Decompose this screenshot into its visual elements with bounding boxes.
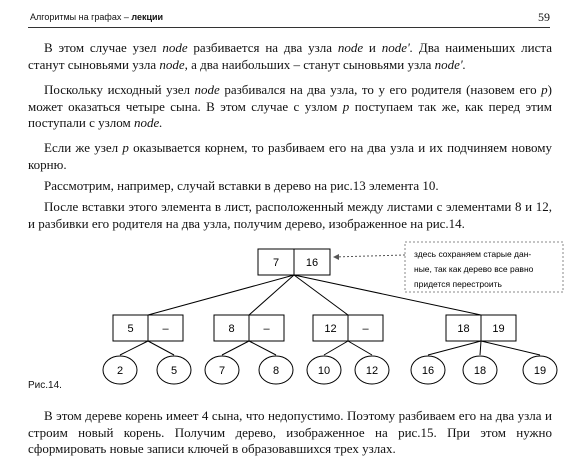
text-run: разбивался на два узла, то у его родителя (назовем его — [219, 82, 542, 97]
leaf-label: 2 — [116, 365, 124, 377]
leaf-edge — [222, 341, 249, 355]
note-text: придется перестроить — [414, 279, 502, 289]
paragraph-6 — [28, 408, 552, 458]
leaf-edge — [249, 341, 276, 355]
italic-term: node — [162, 40, 188, 55]
text-run: разбивается на два узла — [187, 40, 338, 55]
leaf-edge — [480, 341, 481, 355]
text-run: Рассмотрим, например, случай вставки в дерево на рис.13 элемента 10. — [44, 178, 439, 193]
leaf-label: 10 — [317, 365, 331, 377]
figure-caption: Рис.14. — [28, 380, 62, 391]
italic-term: node — [194, 82, 220, 97]
internal-node-key: 12 — [324, 323, 337, 335]
page-header — [30, 10, 550, 26]
internal-node-key: 8 — [228, 323, 235, 335]
italic-term: node'. — [434, 56, 466, 72]
italic-term: node. — [133, 115, 163, 130]
text-run: а два наибольших – станут сыновьями узла — [187, 56, 435, 72]
text-run: Поскольку исходный узел — [44, 82, 195, 97]
internal-node-key: 5 — [127, 323, 134, 335]
internal-node-key: 18 — [457, 323, 470, 335]
leaf-edge — [428, 341, 481, 355]
note-text: ные, так как дерево все равно — [414, 264, 534, 274]
text-run: оказывается корнем, то разбиваем его на два узла и их подчиняем новому корню. — [28, 140, 552, 172]
note-text: здесь сохраняем старые дан- — [414, 249, 532, 259]
root-node-key: 7 — [272, 257, 280, 269]
leaf-edge — [348, 341, 372, 355]
page-number: 59 — [538, 10, 550, 24]
internal-node-key: – — [362, 323, 369, 335]
leaf-label: 12 — [365, 365, 379, 377]
leaf-label: 19 — [533, 365, 547, 377]
italic-term: p — [122, 140, 129, 155]
leaf-label: 18 — [473, 365, 487, 377]
leaf-label: 16 — [421, 365, 435, 377]
paragraph-2 — [28, 82, 552, 132]
text-run: поступаем так же, как перед этим поступали с узлом — [28, 98, 552, 130]
text-run: В этом дереве корень имеет 4 сына, что недопустимо. Поэтому разбиваем его на два узла и строим новый корень. Получим дерево, изображенное на рис.15. При этом нужно сформировать новые записи ключей в образовавшихся трех узлах. — [28, 408, 552, 456]
italic-term: node — [337, 40, 364, 55]
italic-term: p — [342, 98, 350, 114]
header-rule — [28, 27, 550, 28]
text-run: В этом случае узел — [44, 40, 163, 55]
leaf-label: 7 — [218, 365, 226, 377]
note-arrowhead — [333, 254, 339, 260]
tree-figure — [0, 235, 570, 415]
text-run: ) может оказаться четыре сына. В этом случае с узлом — [28, 82, 552, 114]
leaf-edge — [324, 341, 348, 355]
root-node-key: 16 — [305, 257, 319, 269]
paragraph-5 — [28, 199, 552, 232]
text-run: После вставки этого элемента в лист, расположенный между листами с элементами 8 и 12, и разбивки его родителя на два узла, получим дерево, изображенное на рис.14. — [28, 199, 552, 231]
italic-term: node, — [159, 56, 188, 72]
note-pointer — [333, 255, 405, 257]
paragraph-4 — [28, 178, 552, 195]
paragraph-1 — [28, 40, 552, 73]
internal-node-key: – — [263, 323, 270, 335]
paragraph-3 — [28, 140, 552, 173]
leaf-edge — [148, 341, 174, 355]
italic-term: node'. — [381, 40, 414, 55]
internal-node-key: – — [162, 323, 169, 335]
leaf-label: 8 — [272, 365, 280, 377]
text-run: Если же узел — [44, 140, 123, 155]
text-run: и — [363, 40, 382, 55]
internal-node-key: 19 — [492, 323, 505, 335]
running-title: Алгоритмы на графах – лекции — [30, 12, 164, 22]
leaf-edge — [481, 341, 540, 355]
leaf-edge — [120, 341, 148, 355]
italic-term: p — [541, 82, 548, 97]
leaf-label: 5 — [170, 365, 178, 377]
text-run: Два наименьших листа станут сыновьями узла — [28, 40, 552, 72]
